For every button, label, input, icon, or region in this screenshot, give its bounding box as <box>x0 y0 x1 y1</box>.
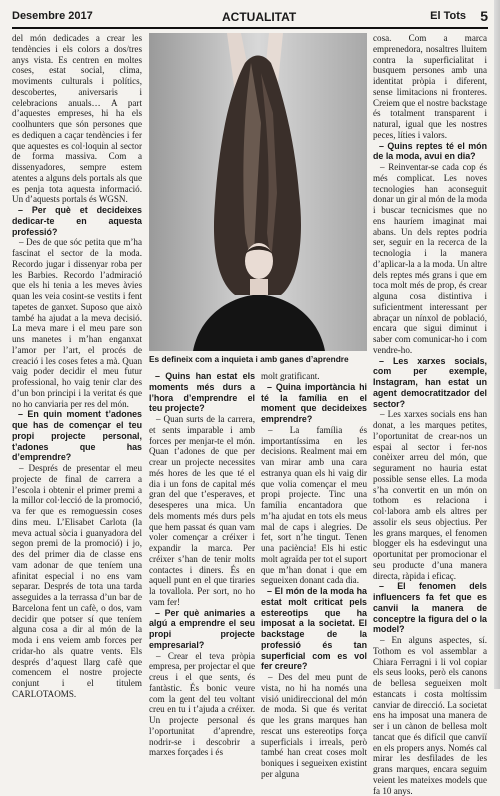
header-rule <box>12 27 488 29</box>
interview-question: – Per què et decideixes dedicar-te en aquesta professió? <box>12 205 142 237</box>
issue-date: Desembre 2017 <box>12 10 93 22</box>
interview-question: – Les xarxes socials, com per exemple, Instagram, han estat un agent democratitzador del sector? <box>373 355 487 409</box>
interview-question: – El món de la moda ha estat molt criticat pels estereotips que ha imposat a la societat. El backstage de la professió és tan superficial com es vol fer creure? <box>261 586 367 672</box>
publication-name: El Tots <box>430 10 466 22</box>
scan-edge <box>494 0 500 689</box>
page-number: 5 <box>480 8 488 24</box>
interview-paragraph: – La família és importantíssima en les decisions. Realment mai em van mirar amb una cara estranya quan els hi vaig dir que volia començar el meu propi projecte. Tinc una família encantadora que m’ha ajudat en tots els meus mal de caps i alegries. De fet, sort n’he tingut. Tenen una paciència! Els hi estic molt agraïda per tot el suport que m’han donat i que em segueixen donant cada dia. <box>261 424 367 586</box>
interview-paragraph: – Després de presentar el meu projecte de final de carrera a l’escola i obtenir el primer premi a la millor col·lecció de la promoció, va fer que es remoguessin coses dins meu. L’Elisabet Carlota (la meva actual sòcia i guanyadora del segon premi de la promoció) i jo, des del primer dia de classe ens vam adonar de que teníem una afinitat especial i no ens vam separar. Després de tota una tarda asseguides a la terrassa d’un bar de Barcelona fent un cafè, o dos, vam decidir que potser sí que teníem alguna cosa a dir al món de la moda i ens veiem amb forces per cridar-ho als quatre vents. Els després d’aquest llarg cafè que comencem el nostre projecte conjunt i el titulem CARLOTAOMS. <box>12 463 142 699</box>
section-title: ACTUALITAT <box>222 10 297 24</box>
interview-question: – Quins han estat els moments més durs a l’hora d’emprendre el teu projecte? <box>149 371 255 414</box>
interview-paragraph: – Crear el teva pròpia empresa, per projectar el que creus i el que sents, és fantàstic. És bonic veure com la gent del teu voltant creu en tu i t’ajuda a créixer. Un projecte personal és l’oportunitat d’aprendre, nodrir-se i descobrir a marxes forçades i és <box>149 650 255 758</box>
interview-paragraph: – Des del meu punt de vista, no hi ha només una visió unidireccional del món de moda. Si que és veritat que les grans marques han rescat uns estereotips força superficials i irreals, però també han creat coses molt boniques i segueixen existint per alguna <box>261 672 367 779</box>
interview-paragraph: – En alguns aspectes, sí. Tothom es vol assemblar a Chiara Ferragni i li vol copiar els seus looks, però els canons de bellesa segueixen molt estancats i costa moltíssim canviar de direcció. La societat ens ha imposat una manera de ser i un cànon de bellesa molt tancat que és difícil que canviï en els propers anys. Només cal mirar les desfilades de les grans marques, encara seguim veient les mateixes models que fa 10 anys. <box>373 635 487 796</box>
interview-question: – Quina importància hi té la família en el moment que decideixes emprendre? <box>261 381 367 424</box>
portrait-photo <box>149 33 367 351</box>
article-column-1 <box>12 33 142 699</box>
interview-paragraph: – Reinventar-se cada cop és més complicat. Les noves tecnologies han aconseguit donar un gir al món de la moda i buscar tecnicismes que no ens hauríem imaginat mai abans. Un dels reptes podria ser, seguir en la recerca de la tecnologia i la manera d’aplicar-la a la moda. Un altre dels reptes més grans i que em toca molt més de prop, és crear alguna cosa distintiva i suficientment interessant per abraçar un nínxol de població, encara que sigui diminut i saber com comunicar-ho i com vendre-ho. <box>373 162 487 355</box>
article-column-2 <box>149 371 255 758</box>
interview-question: – Per què animaries a algú a emprendre el seu propi projecte empresarial? <box>149 607 255 650</box>
article-column-3 <box>261 371 367 779</box>
interview-question: – El fenomen dels influencers fa fet que es canvii la manera de conceptre la figura del o la model? <box>373 581 487 635</box>
interview-paragraph: molt gratificant. <box>261 371 320 381</box>
interview-paragraph: cosa. Com a marca emprenedora, nosaltres lluitem contra la superficialitat i busquem persones amb una identitat pròpia i diferent, sense limitacions ni fronteres. Creiem que el nostre backstage és totalment transparent i natural, igual que les nostres peces, líties i valors. <box>373 33 487 140</box>
interview-paragraph: – Les xarxes socials ens han donat, a les marques petites, l’oportunitat de crear-nos un espai al sector i fer-nos conèixer arreu del món, que segurament no hauria estat possible sense elles. La moda s’ha convertit en un món on tothom es relaciona i col·labora amb els altres per assolir els seus objectius. Per les grans marques, el fenomen blogger els ha esdevingut una oportunitat per promocionar el seu producte d’una manera directa, ràpida i eficaç. <box>373 409 487 581</box>
page-header <box>12 6 488 28</box>
interview-paragraph: – Quan surts de la carrera, et sents imparable i amb forces per menjar-te el món. Quan t’adones de que per crear un projecte necessites més hores de les que té el dia i un fons de capital més gran del que t’esperaves, et desesperes una mica. Un dels moments més durs pels que hem passat és quan vam voler començar a créixer i expandir la marca. Per créixer s’han de tenir molts contactes i diners. És en aquell punt en el que tiraries la tovallola. Per sort, no ho vam fer! <box>149 414 255 607</box>
photo-caption: Es defineix com a inquieta i amb ganes d’aprendre <box>149 354 349 364</box>
article-column-4 <box>373 33 487 796</box>
portrait-image <box>149 33 367 351</box>
interview-question: – En quin moment t’adones que has de començar el teu propi projecte personal, t’adones que has d’emprendre? <box>12 409 142 463</box>
interview-paragraph: – Des de que sóc petita que m’ha fascinat el sector de la moda. Recordo jugar i dissenyar roba per les Barbies. Recordo l’admiració que els hi tenia a les meves àvies quan les veia cosint-se vestits i fent tapetes de ganxet. Suposo que això també ha ajudat a la meva decisió. La meva mare i el meu pare son uns manetes i m’han enganxat l’amor per l’art, el procés de creació i les coses fetes a mà. Quan vaig poder decidir el meu futur professional, ho vaig tenir clar des d’un bon principi i la veritat és que no ho canviaria per res del món. <box>12 237 142 409</box>
interview-paragraph: del món dedicades a crear les tendències i els colors a dos/tres anys vista. Es centren en moltes coses, estat social, clima, moviments culturals i polítics, descobertes, aniversaris i celebracions anuals… A part d’aquestes empreses, hi ha els coolhunters que són persones que es dediquen a caçar tendències i fer que aquestes es col·loquin al sector de forma massiva. Com a dissenyadores, sempre estem atentes a alguns dels portals als que es penja tota aquesta informació. Un d’aquests portals és WGSN. <box>12 33 142 205</box>
interview-question: – Quins reptes té el món de la moda, avui en dia? <box>373 140 487 162</box>
